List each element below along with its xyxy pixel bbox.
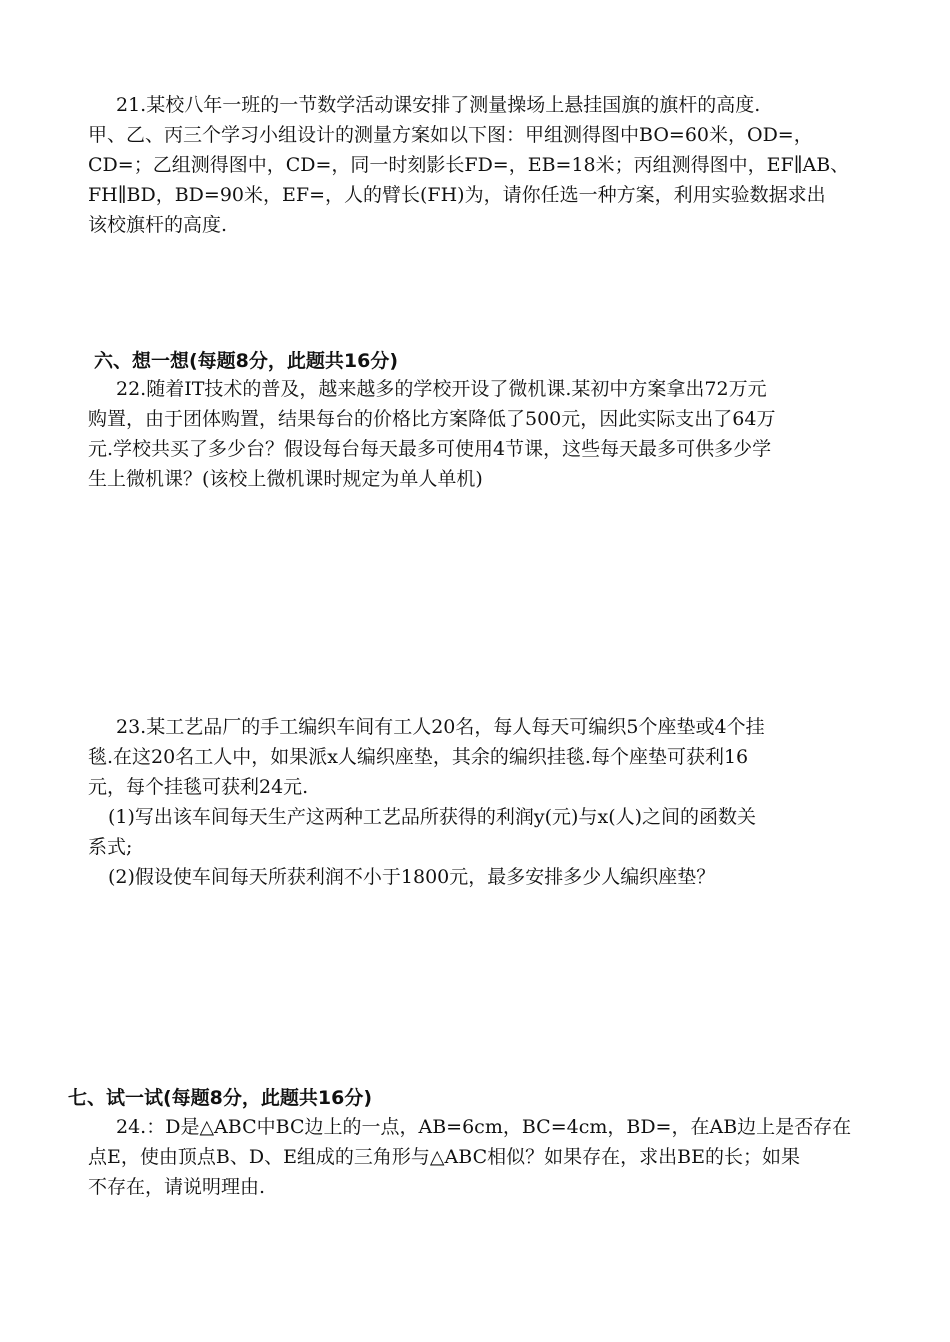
question-23-part-1-line-2: 系式; — [88, 836, 133, 858]
question-23-line-1: 23.某工艺品厂的手工编织车间有工人20名，每人每天可编织5个座垫或4个挂 — [116, 716, 765, 738]
question-22 — [88, 374, 878, 494]
question-21-line-1: 21.某校八年一班的一节数学活动课安排了测量操场上悬挂国旗的旗杆的高度. — [116, 94, 761, 116]
question-21-line-2: 甲、乙、丙三个学习小组设计的测量方案如以下图：甲组测得图中BO=60米，OD=， — [88, 124, 813, 146]
question-24 — [88, 1112, 878, 1202]
question-23-part-1-line-1: (1)写出该车间每天生产这两种工艺品所获得的利润y(元)与x(人)之间的函数关 — [108, 806, 757, 828]
question-24-line-3: 不存在，请说明理由. — [88, 1176, 266, 1198]
question-22-line-2: 购置，由于团体购置，结果每台的价格比方案降低了500元，因此实际支出了64万 — [88, 408, 776, 430]
question-23 — [88, 712, 878, 892]
question-23-line-3: 元，每个挂毯可获利24元. — [88, 776, 309, 798]
question-22-line-4: 生上微机课？(该校上微机课时规定为单人单机) — [88, 468, 483, 490]
question-24-line-1: 24.：D是△ABC中BC边上的一点，AB=6cm，BC=4cm，BD=，在AB边上是否存在 — [116, 1116, 852, 1138]
question-21 — [88, 90, 878, 240]
question-23-line-2: 毯.在这20名工人中，如果派x人编织座垫，其余的编织挂毯.每个座垫可获利16 — [88, 746, 749, 768]
question-24-line-2: 点E，使由顶点B、D、E组成的三角形与△ABC相似？如果存在，求出BE的长；如果 — [88, 1146, 800, 1168]
question-21-line-5: 该校旗杆的高度. — [88, 214, 228, 236]
question-21-line-3: CD=；乙组测得图中，CD=，同一时刻影长FD=，EB=18米；丙组测得图中，EF∥AB、 — [88, 154, 850, 176]
question-22-line-3: 元.学校共买了多少台？假设每台每天最多可使用4节课，这些每天最多可供多少学 — [88, 438, 772, 460]
question-23-part-2: (2)假设使车间每天所获利润不小于1800元，最多安排多少人编织座垫？ — [108, 866, 716, 888]
section-6-heading: 六、想一想(每题8分，此题共16分) — [94, 350, 399, 372]
question-22-line-1: 22.随着IT技术的普及，越来越多的学校开设了微机课.某初中方案拿出72万元 — [116, 378, 767, 400]
section-7-heading: 七、试一试(每题8分，此题共16分) — [68, 1087, 373, 1109]
question-21-line-4: FH∥BD，BD=90米，EF=，人的臂长(FH)为，请你任选一种方案，利用实验数据求出 — [88, 184, 826, 206]
